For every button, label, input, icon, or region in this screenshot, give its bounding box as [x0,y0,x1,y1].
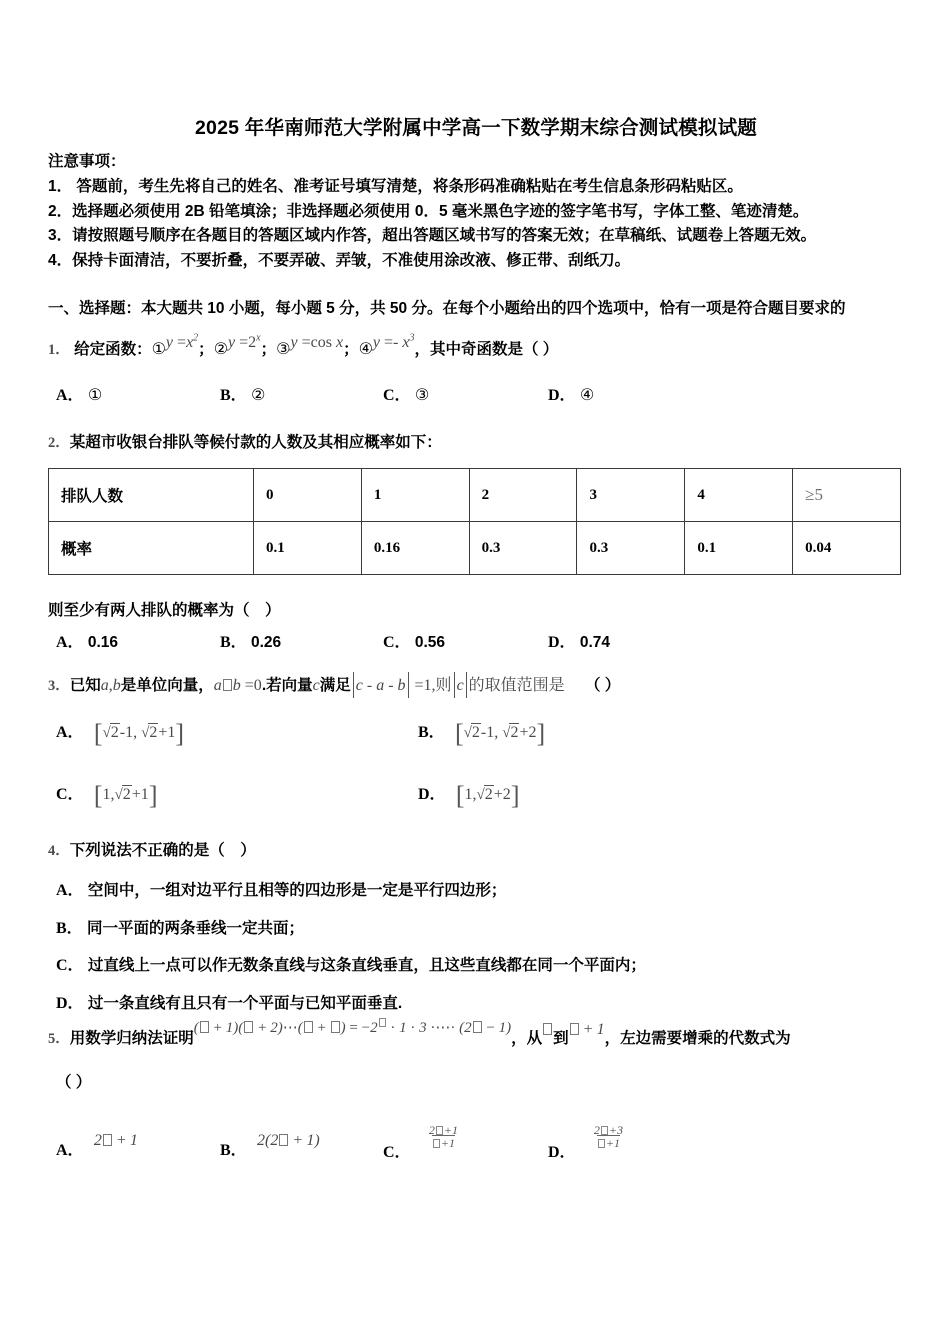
q3-vectors-ab: a,b [100,677,121,694]
q3-option-c-label: C． [56,786,84,803]
q3-option-d-text: [1,√2+2] [455,781,520,810]
q3-part-3: .若向量 [261,677,313,694]
notes-heading: 注意事项： [48,153,126,170]
q4-option-c-text: 过直线上一点可以作无数条直线与这条直线垂直，且这些直线都在同一个平面内； [87,957,646,974]
q1-sep-1: ； [198,341,214,358]
q1-option-b[interactable] [220,384,265,407]
q1-item-1-formula: $y =x^2$ [165,332,199,351]
q2-option-b[interactable] [220,632,281,654]
note-item-4: 4．保持卡面清洁，不要折叠，不要弄破、弄皱，不准使用涂改液、修正带、刮纸刀。 [48,251,631,269]
count-cell-4: 4 [685,469,793,522]
q1-option-c-text: ③ [414,385,430,404]
question-3-number: 3． [48,678,70,694]
q3-option-c[interactable] [56,781,158,810]
question-4-stem-text: 下列说法不正确的是（ ） [69,842,256,859]
count-cell-5: ≥5 [793,469,901,522]
q5-option-d-numerator: 2 +3 [593,1123,623,1137]
question-2-stem [48,432,442,454]
note-item-3: 3．请按照题号顺序在各题目的答题区域内作答，超出答题区域书写的答案无效；在草稿纸、试题卷上答题无效。 [48,227,817,244]
q4-option-b-label: B． [56,920,83,937]
q3-option-b-label: B． [418,724,445,741]
table-row-counts [49,469,901,522]
q4-option-b[interactable] [56,918,304,940]
page-title: 2025 年华南师范大学附属中学高一下数学期末综合测试模拟试题 [195,117,757,139]
table-row-probabilities [49,522,901,575]
q3-dot-product: a b =0 [213,677,262,694]
count-cell-1: 1 [361,469,469,522]
q5-option-b-text: 2(2 + 1) [257,1132,320,1149]
prob-cell-4: 0.1 [685,522,793,575]
q1-option-a-label: A． [56,387,84,404]
prob-cell-1: 0.16 [361,522,469,575]
q1-item-3-formula: y =cos x [290,334,344,351]
prob-cell-3: 0.3 [577,522,685,575]
question-3-options-row-1 [48,719,908,748]
q5-mid-1: ，从 [511,1030,543,1047]
q2-option-b-text: 0.26 [251,634,282,651]
q1-item-4-marker: ④ [358,339,373,358]
question-2-stem-text: 某超市收银台排队等候付款的人数及其相应概率如下： [69,434,442,451]
q5-induction-formula: ( + 1)( + 2)⋯( + ) = −2 · 1 · 3 ·⋯· (2 − 1) [193,1020,512,1036]
q1-option-d[interactable] [548,384,594,407]
q2-option-c-text: 0.56 [414,634,446,651]
q1-option-b-text: ② [251,385,266,404]
q3-then-text: 则 c [436,677,469,694]
q3-abs-expression: c - a - b =1, [351,677,436,694]
q3-part-5: 的取值范围是 [468,677,565,694]
row-header-probability: 概率 [49,522,254,575]
q2-option-d-label: D． [548,634,576,651]
prob-cell-0: 0.1 [254,522,362,575]
q3-option-a[interactable] [56,719,185,748]
q4-option-a-label: A． [56,882,84,899]
q1-sep-3: ； [343,341,359,358]
q4-option-c-label: C． [56,957,84,974]
prob-cell-5: 0.04 [793,522,901,575]
q3-vector-c: c [312,677,320,694]
q5-option-a[interactable] [56,1132,138,1162]
question-2-number: 2． [48,435,70,451]
q5-option-c-numerator: 2 +1 [428,1123,458,1137]
q3-option-a-text: [√2-1, √2+1] [93,719,185,748]
q1-sep-2: ； [260,341,277,358]
q4-option-a[interactable] [56,880,506,902]
q1-item-2-formula: $y =2^x$ [228,332,261,351]
q2-option-c-label: C． [383,634,411,651]
q5-option-d[interactable] [548,1123,623,1166]
q4-option-d-label: D． [56,995,84,1012]
q5-option-a-label: A． [56,1142,84,1159]
q1-option-a[interactable] [56,384,102,407]
q3-blank-paren: （ ） [585,677,621,694]
q3-option-d[interactable] [418,781,520,810]
q1-item-2-marker: ② [213,339,229,358]
q1-option-c[interactable] [383,384,429,407]
question-5-stem-prefix: 用数学归纳法证明 [69,1030,194,1047]
question-1-options [48,384,908,408]
question-5-options [48,1118,908,1162]
q2-option-d[interactable] [548,632,610,654]
q3-option-a-label: A． [56,724,84,741]
q5-option-d-label: D． [548,1144,576,1162]
q1-item-1-marker: ① [151,339,166,358]
q2-option-c[interactable] [383,632,445,654]
q5-blank-paren: （ ） [56,1074,92,1091]
q3-option-b[interactable] [418,719,546,748]
count-cell-0: 0 [254,469,362,522]
q2-option-b-label: B． [220,634,247,651]
q2-option-a-label: A． [56,634,84,651]
section-heading-choice: 一、选择题：本大题共 10 小题，每小题 5 分，共 50 分。在每个小题给出的四个选项中，恰有一项是符合题目要求的 [48,300,846,317]
prob-cell-2: 0.3 [469,522,577,575]
question-4-stem [48,840,256,862]
q1-option-d-text: ④ [579,385,595,404]
q1-option-a-text: ① [87,385,103,404]
q5-option-b-label: B． [220,1142,247,1159]
q5-to-value: + 1 [569,1021,605,1038]
q3-part-2: 是单位向量， [120,677,214,694]
q1-option-d-label: D． [548,387,576,404]
question-3-options-row-2 [48,781,908,810]
question-4-number: 4． [48,843,70,859]
q5-option-c[interactable] [383,1123,458,1166]
q4-option-d[interactable] [56,993,402,1015]
q5-option-c-fraction [429,1124,458,1150]
question-5-number: 5． [48,1031,70,1047]
q4-option-b-text: 同一平面的两条垂线一定共面； [87,920,305,937]
note-item-2: 2．选择题必须使用 2B 铅笔填涂；非选择题必须使用 0．5 毫米黑色字迹的签字笔书写，字体工整、笔迹清楚。 [48,202,809,220]
q2-option-a[interactable] [56,632,118,654]
row-header-count: 排队人数 [49,469,254,522]
q4-option-d-text: 过一条直线有且只有一个平面与已知平面垂直. [87,995,403,1012]
q2-option-d-text: 0.74 [579,634,611,651]
question-2-followup: 则至少有两人排队的概率为（ ） [48,602,281,619]
q3-option-d-label: D． [418,786,446,803]
q1-item-4-formula: $y =- x^3$ [372,332,415,351]
question-1-number: 1． [48,342,70,358]
q5-option-d-fraction [594,1124,623,1150]
question-5-stem-suffix: ，左边需要增乘的代数式为 [604,1030,791,1047]
notes-section [48,150,904,273]
question-1-stem [48,332,559,361]
q5-option-c-denominator: +1 [432,1135,455,1150]
q3-option-c-text: [1,√2+1] [93,781,158,810]
q5-mid-2: 到 [553,1030,569,1047]
question-3-stem [48,672,620,698]
note-item-1: 1． 答题前，考生先将自己的姓名、准考证号填写清楚，将条形码准确粘贴在考生信息条形码粘贴区。 [48,178,743,195]
missing-glyph-box [223,679,232,691]
question-2-options [48,632,908,656]
q5-option-d-denominator: +1 [597,1135,620,1150]
q2-option-a-text: 0.16 [87,634,119,651]
q1-option-c-label: C． [383,387,411,404]
q5-from-value [542,1021,553,1038]
count-cell-3: 3 [577,469,685,522]
question-1-stem-suffix: ，其中奇函数是（ ） [414,341,559,358]
q5-option-b[interactable] [220,1132,320,1162]
q5-option-a-text: 2 + 1 [93,1132,138,1149]
q3-part-1: 已知 [69,677,101,694]
q1-option-b-label: B． [220,387,247,404]
q1-item-3-marker: ③ [276,339,291,358]
q3-option-b-text: [√2-1, √2+2] [455,719,546,748]
probability-table [48,468,901,575]
q4-option-a-text: 空间中，一组对边平行且相等的四边形是一定是平行四边形； [87,882,507,899]
q4-option-c[interactable] [56,955,646,977]
q3-part-4: 满足 [319,677,351,694]
question-5-stem [48,1020,791,1050]
count-cell-2: 2 [469,469,577,522]
q5-option-c-label: C． [383,1144,411,1162]
question-1-stem-prefix: 给定函数： [74,341,152,358]
